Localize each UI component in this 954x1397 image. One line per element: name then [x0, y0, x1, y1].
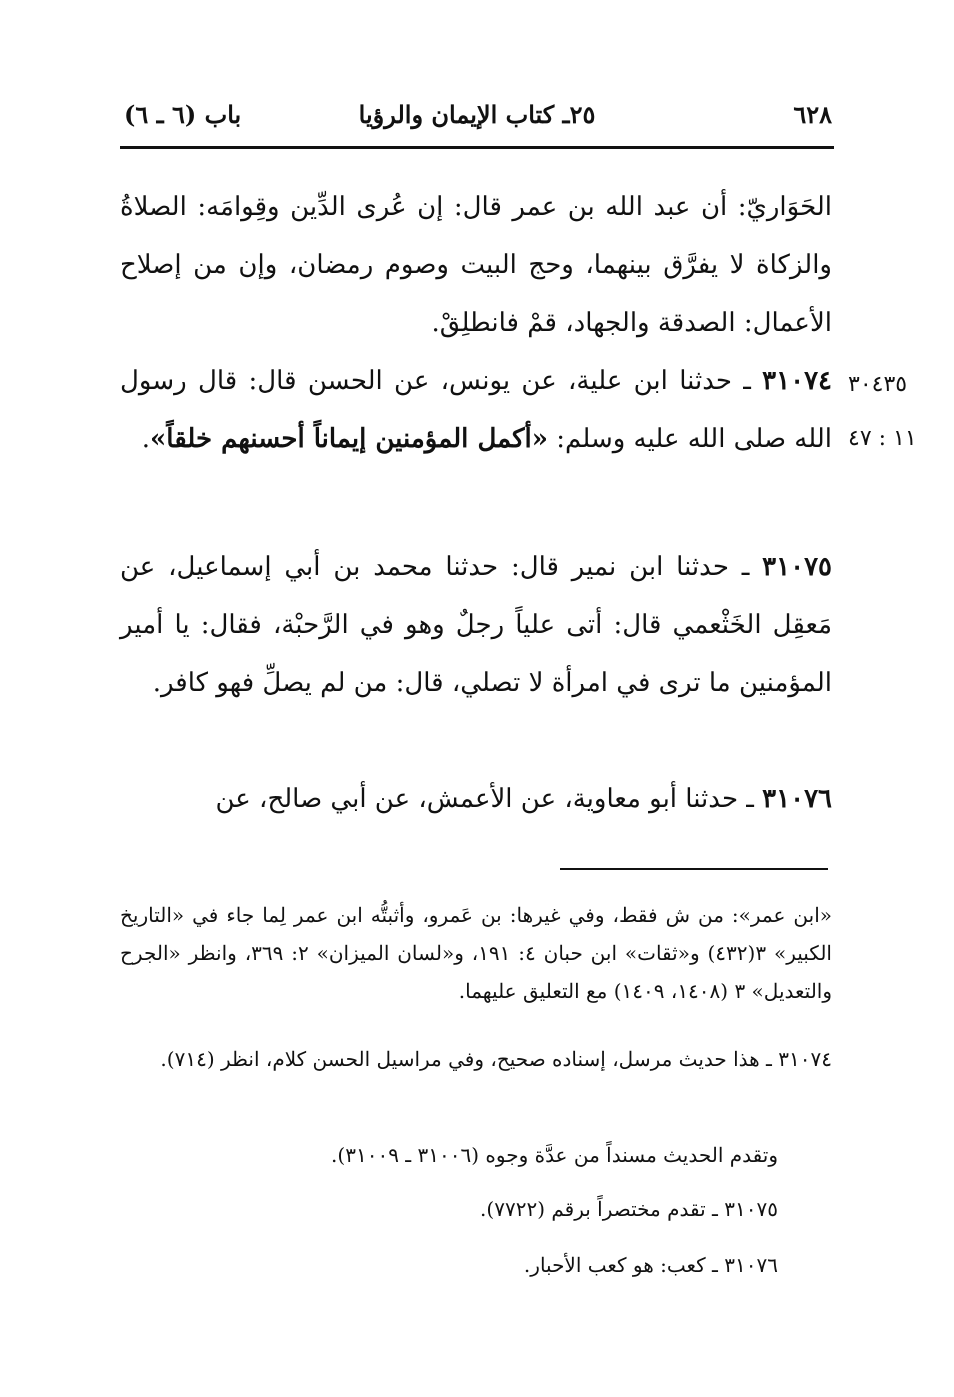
hadith-quote: «أكمل المؤمنين إيماناً أحسنهم خلقاً»	[150, 424, 549, 454]
hadith-text: ـ حدثنا ابن علية، عن يونس، عن الحسن قال: قال رسول الله صلى الله عليه وسلم:	[120, 366, 832, 454]
book-title: ٢٥ـ كتاب الإيمان والرؤيا	[358, 100, 596, 129]
paragraph-continuation	[120, 178, 832, 352]
chapter-label: باب (٦ ـ ٦)	[124, 100, 242, 129]
footnote: وتقدم الحديث مسنداً من عدَّة وجوه (٣١٠٠٦ ـ ٣١٠٠٩).	[331, 1143, 778, 1167]
footnote: ٣١٠٧٥ ـ تقدم مختصراً برقم (٧٧٢٢).	[480, 1197, 778, 1221]
hadith-number: ٣١٠٧٥	[762, 552, 832, 582]
margin-reference: ١١ : ٤٧	[848, 426, 917, 451]
page-header	[120, 96, 834, 138]
hadith-31075	[120, 538, 832, 712]
hadith-end: .	[141, 424, 151, 454]
hadith-text: ـ حدثنا أبو معاوية، عن الأعمش، عن أبي صالح، عن	[215, 784, 763, 814]
margin-reference: ٣٠٤٣٥	[848, 372, 908, 397]
hadith-number: ٣١٠٧٤	[762, 366, 832, 396]
footnote-rule	[560, 868, 828, 870]
page-number: ٦٢٨	[793, 100, 832, 129]
footnote: ٣١٠٧٤ ـ هذا حديث مرسل، إسناده صحيح، وفي مراسيل الحسن كلام، انظر (٧١٤).	[160, 1047, 832, 1071]
hadith-text: ـ حدثنا ابن نمير قال: حدثنا محمد بن أبي إسماعيل، عن مَعقِل الخَثْعمي قال: أتى علياً رجلٌ وهو في الرَّحبْة، فقال: يا أمير المؤمنين ما ترى في امرأة لا تصلي، قال: من لم يصلِّ فهو كافر.	[120, 552, 832, 698]
footnote: ٣١٠٧٦ ـ كعب: هو كعب الأحبار.	[523, 1253, 778, 1277]
hadith-31076	[120, 770, 832, 828]
paragraph-text: الحَوَاريّ: أن عبد الله بن عمر قال: إن عُرى الدِّين وقِوامَه: الصلاةُ والزكاة لا يفرَّق بينهما، وحج البيت وصوم رمضان، وإن من إصلاح الأعمال: الصدقة والجهاد، قمْ فانطلِقْ.	[120, 192, 832, 338]
footnote: «ابن عمر»: من ش فقط، وفي غيرها: بن عَمرو، وأثبتُّه ابن عمر لِما جاء في «التاريخ الكبير» ٣(٤٣٢) و«ثقات» ابن حبان ٤: ١٩١، و«لسان الميزان» ٢: ٣٦٩، وانظر «الجرح والتعديل» ٣ (١٤٠٨، ١٤٠٩) مع التعليق عليهما.	[120, 903, 832, 1003]
hadith-31074	[120, 352, 832, 468]
hadith-number: ٣١٠٧٦	[762, 784, 832, 814]
header-rule	[120, 146, 834, 149]
